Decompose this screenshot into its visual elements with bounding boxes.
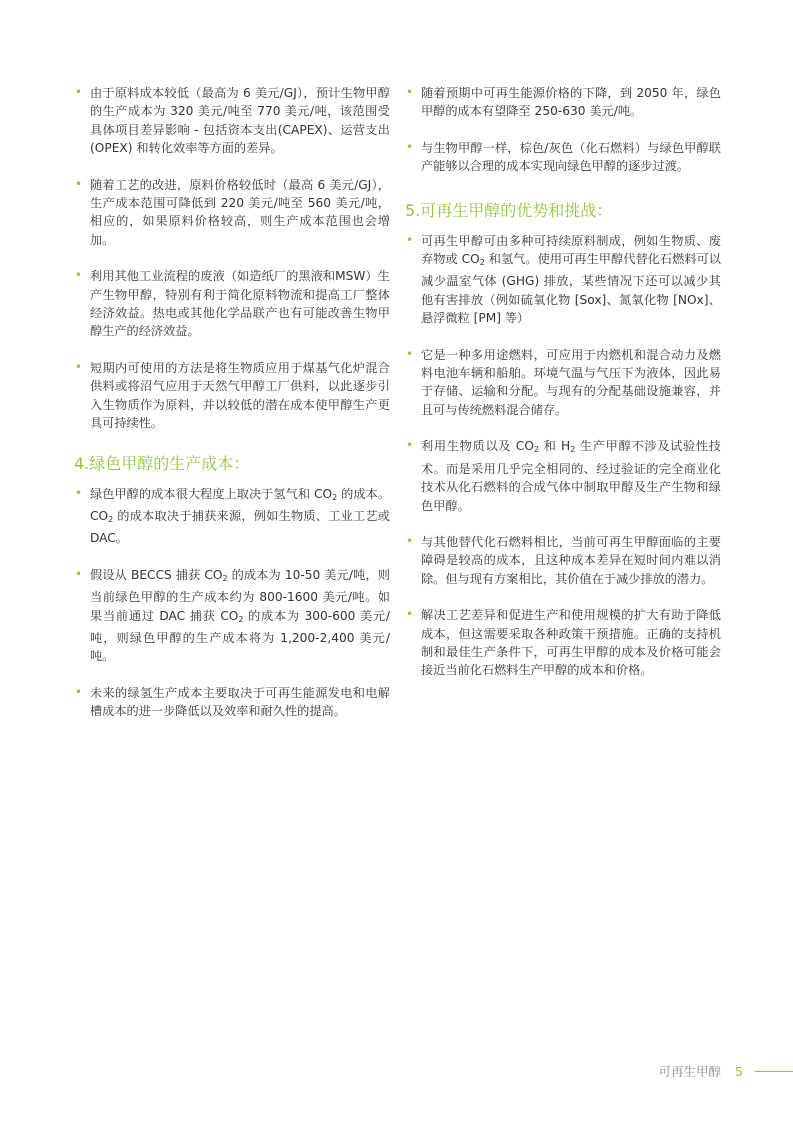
bullet-text: 绿色甲醇的成本很大程度上取决于氢气和 $CO_2$ 的成本。$CO_2$ 的成本取决于捕获来源，例如生物质、工业工艺或 DAC。 xyxy=(90,486,391,546)
bullet-dot: • xyxy=(75,566,83,581)
bullet-text: 假设从 BECCS 捕获 $CO_2$ 的成本为 10-50 美元/吨，则当前绿色甲醇的生产成本约为 800-1600 美元/吨。如果当前通过 DAC 捕获 $CO_2$ 的成本为 300-600 美元/吨，则绿色甲醇的生产成本将为 1,200-2,400 美元/吨。 xyxy=(90,567,390,664)
bullet-dot: • xyxy=(75,684,83,699)
bullet-dot: • xyxy=(406,346,414,361)
bullet-item xyxy=(405,84,721,121)
bullet-item xyxy=(405,437,721,515)
bullet-dot: • xyxy=(75,485,83,500)
bullet-text: 可再生甲醇可由多种可持续原料制成，例如生物质、废弃物或 $CO_2$ 和氢气。使用可再生甲醇代替化石燃料可以减少温室气体 (GHG) 排放，某些情况下还可以减少其他有害排放（例如硫氧化物 [Sox]、氮氧化物 [NOx]、悬浮微粒 [PM] 等） xyxy=(421,233,721,326)
bullet-text: 随着工艺的改进，原料价格较低时（最高 6 美元/GJ），生产成本范围可降低到 220 美元/吨至 560 美元/吨，相应的，如果原料价格较高，则生产成本范围也会增加。 xyxy=(90,177,390,247)
bullet-item xyxy=(74,267,390,341)
bullet-item xyxy=(74,359,390,433)
section-4-heading: 4.绿色甲醇的生产成本： xyxy=(74,453,250,473)
bullet-item xyxy=(74,84,390,158)
bullet-dot: • xyxy=(406,533,414,548)
bullet-dot: • xyxy=(75,176,83,191)
bullet-dot: • xyxy=(406,232,414,247)
bullet-text: 短期内可使用的方法是将生物质应用于煤基气化炉混合供料或将沼气应用于天然气甲醇工厂供料，以此逐步引入生物质作为原料，并以较低的潜在成本使甲醇生产更具可持续性。 xyxy=(90,360,390,431)
bullet-dot: • xyxy=(75,359,83,374)
right-column xyxy=(405,84,721,698)
bullet-item xyxy=(405,606,721,680)
bullet-item xyxy=(74,684,390,721)
bullet-item xyxy=(74,485,390,548)
bullet-text: 利用其他工业流程的废液（如造纸厂的黑液和MSW）生产生物甲醇，特别有利于简化原料物流和提高工厂整体经济效益。热电或其他化学品联产也有可能改善生物甲醇生产的经济效益。 xyxy=(90,269,390,339)
left-column xyxy=(74,84,390,739)
bullet-text: 解决工艺差异和促进生产和使用规模的扩大有助于降低成本，但这需要采取各种政策干预措施。正确的支持机制和最佳生产条件下，可再生甲醇的成本及价格可能会接近当前化石燃料生产甲醇的成本和价格。 xyxy=(421,608,721,678)
bullet-dot: • xyxy=(406,438,414,453)
page-footer xyxy=(659,1063,793,1079)
bullet-dot: • xyxy=(406,85,414,99)
bullet-item xyxy=(405,232,721,328)
footer-rule xyxy=(755,1071,793,1072)
bullet-text: 利用生物质以及 $CO_2$ 和 $H_2$ 生产甲醇不涉及试验性技术。而是采用几乎完全相同的、经过验证的完全商业化技术从化石燃料的合成气体中制取甲醇及生产生物和绿色甲醇。 xyxy=(421,439,721,513)
bullet-text: 与生物甲醇一样，棕色/灰色（化石燃料）与绿色甲醇联产能够以合理的成本实现向绿色甲醇的逐步过渡。 xyxy=(421,140,721,174)
bullet-text: 随着预期中可再生能源价格的下降，到 2050 年，绿色甲醇的成本有望降至 250-630 美元/吨。 xyxy=(421,86,721,119)
bullet-item xyxy=(405,533,721,588)
bullet-text: 与其他替代化石燃料相比，当前可再生甲醇面临的主要障碍是较高的成本，且这种成本差异在短时间内难以消除。但与现有方案相比，其价值在于减少排放的潜力。 xyxy=(421,534,721,586)
bullet-item xyxy=(405,139,721,176)
bullet-text: 未来的绿氢生产成本主要取决于可再生能源发电和电解槽成本的进一步降低以及效率和耐久性的提高。 xyxy=(90,685,390,719)
bullet-item xyxy=(74,566,390,666)
bullet-dot: • xyxy=(75,85,83,99)
bullet-dot: • xyxy=(75,268,83,283)
section-5-heading: 5.可再生甲醇的优势和挑战： xyxy=(405,200,613,220)
bullet-item xyxy=(405,346,721,420)
bullet-text: 由于原料成本较低（最高为 6 美元/GJ），预计生物甲醇的生产成本为 320 美元/吨至 770 美元/吨，该范围受具体项目差异影响 - 包括资本支出(CAPEX)、运营支出 (OPEX) 和转化效率等方面的差异。 xyxy=(90,86,390,156)
bullet-dot: • xyxy=(406,607,414,622)
bullet-text: 它是一种多用途燃料，可应用于内燃机和混合动力及燃料电池车辆和船舶。环境气温与气压下为液体，因此易于存储、运输和分配。与现有的分配基础设施兼容，并且可与传统燃料混合储存。 xyxy=(421,347,721,417)
footer-title: 可再生甲醇 xyxy=(658,1064,722,1079)
bullet-item xyxy=(74,176,390,250)
page-number: 5 xyxy=(735,1063,743,1079)
bullet-dot: • xyxy=(406,139,414,154)
